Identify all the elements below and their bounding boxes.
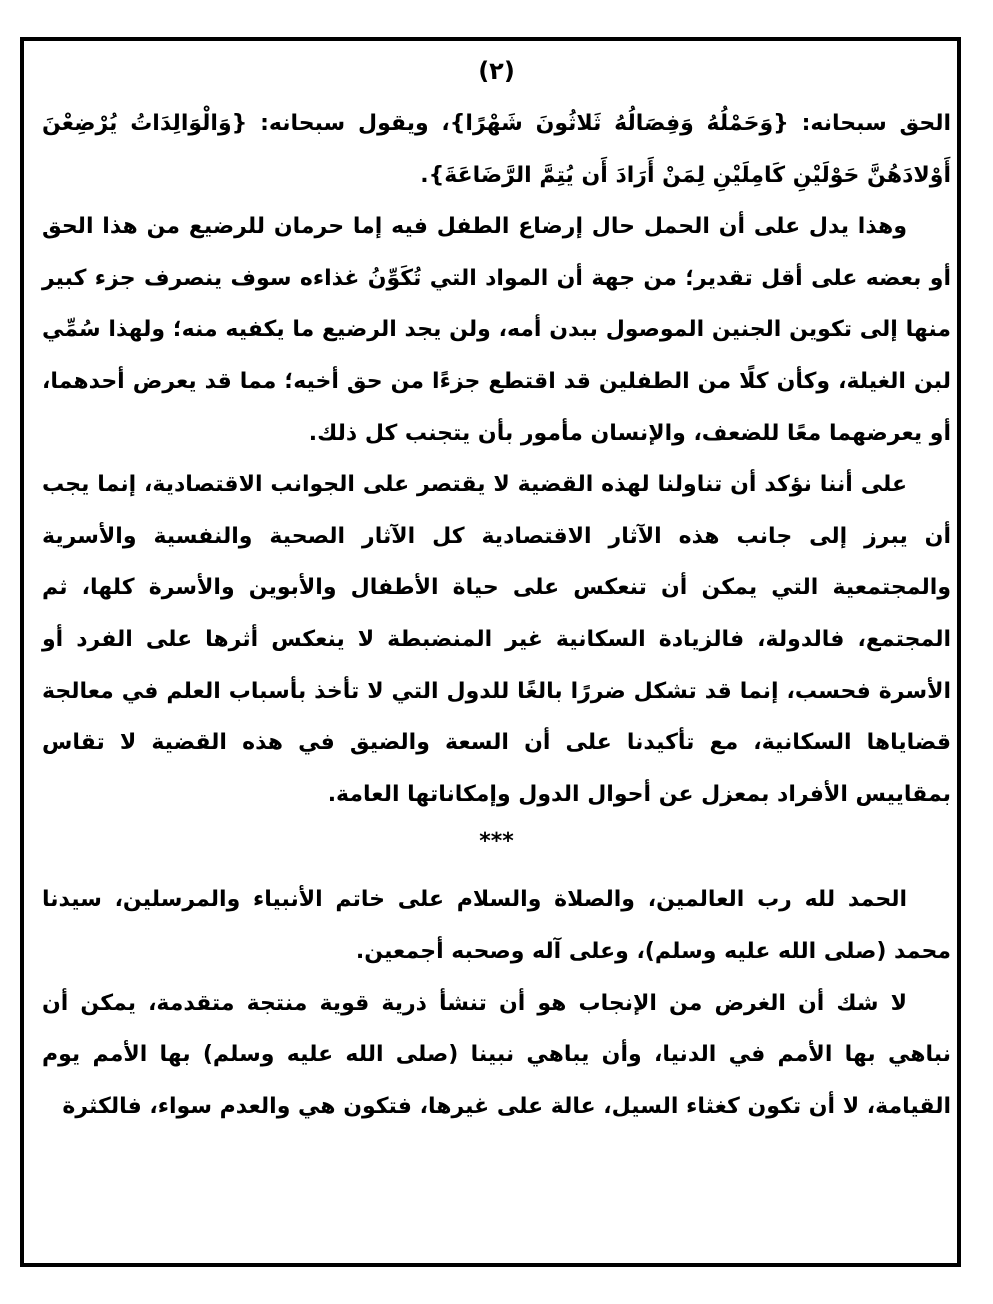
- paragraph-opening-praise: الحمد لله رب العالمين، والصلاة والسلام على خاتم الأنبياء والمرسلين، سيدنا محمد (صلى الله عليه وسلم)، وعلى آله وصحبه أجمعين.: [42, 887, 951, 964]
- paragraph-population-effects: على أننا نؤكد أن تناولنا لهذه القضية لا يقتصر على الجوانب الاقتصادية، إنما يجب أن يبرز إلى جانب هذه الآثار الاقتصادية كل الآثار الصحية والنفسية والأسرية والمجتمعية التي يمكن أن تنعكس على حياة الأطفال والأبوين والأسرة كلها، ثم المجتمع، فالدولة، فالزيادة السكانية غير المنضبطة لا ينعكس أثرها على الفرد أو الأسرة فحسب، إنما قد تشكل ضررًا بالغًا للدول التي لا تأخذ بأسباب العلم في معالجة قضاياها السكانية، مع تأكيدنا على أن السعة والضيق في هذه القضية لا تقاس بمقاييس الأفراد بمعزل عن أحوال الدول وإمكاناتها العامة.: [42, 472, 951, 807]
- section-separator: ***: [479, 829, 514, 855]
- document-body: [42, 98, 951, 1132]
- page-number: (٢): [478, 57, 515, 85]
- paragraph-ghila-milk: وهذا يدل على أن الحمل حال إرضاع الطفل فيه إما حرمان للرضيع من هذا الحق أو بعضه على أقل تقدير؛ من جهة أن المواد التي تُكَوِّنُ غذاءه سوف ينصرف جزء كبير منها إلى تكوين الجنين الموصول ببدن أمه، ولن يجد الرضيع ما يكفيه منه؛ ولهذا سُمِّي لبن الغيلة، وكأن كلًا من الطفلين قد اقتطع جزءًا من حق أخيه؛ مما قد يعرض أحدهما، أو يعرضهما معًا للضعف، والإنسان مأمور بأن يتجنب كل ذلك.: [42, 214, 951, 446]
- paragraph-purpose-of-offspring: لا شك أن الغرض من الإنجاب هو أن تنشأ ذرية قوية منتجة متقدمة، يمكن أن نباهي بها الأمم في الدنيا، وأن يباهي نبينا (صلى الله عليه وسلم) بها الأمم يوم القيامة، لا أن تكون كغثاء السيل، عالة على غيرها، فتكون هي والعدم سواء، فالكثرة: [42, 990, 951, 1119]
- paragraph-quran-verses: الحق سبحانه: {وَحَمْلُهُ وَفِصَالُهُ ثَلاثُونَ شَهْرًا}، ويقول سبحانه: {وَالْوَالِدَاتُ يُرْضِعْنَ أَوْلادَهُنَّ حَوْلَيْنِ كَامِلَيْنِ لِمَنْ أَرَادَ أَن يُتِمَّ الرَّضَاعَةَ}.: [42, 111, 951, 188]
